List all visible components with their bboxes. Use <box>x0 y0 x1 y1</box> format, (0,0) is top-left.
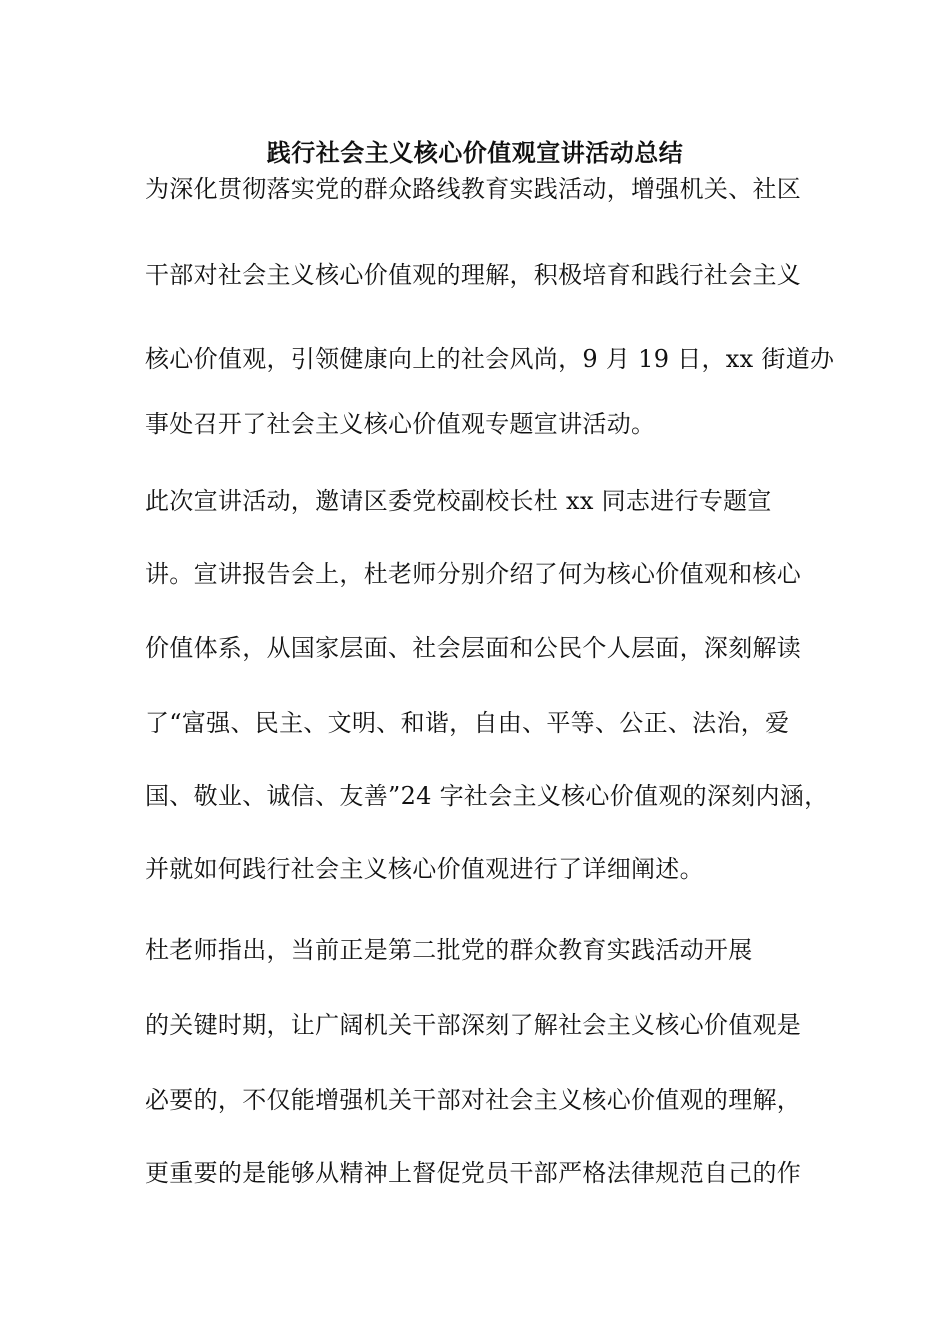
document-title: 践行社会主义核心价值观宣讲活动总结 <box>266 138 684 167</box>
text-line-3: 核心价值观，引领健康向上的社会风尚，9 月 19 日，xx 街道办 <box>145 345 835 373</box>
text-line-14: 更重要的是能够从精神上督促党员干部严格法律规范自己的作 <box>145 1159 802 1187</box>
text-line-9: 国、敬业、诚信、友善”24 字社会主义核心价值观的深刻内涵， <box>145 782 829 810</box>
text-line-1: 为深化贯彻落实党的群众路线教育实践活动，增强机关、社区 <box>145 175 802 203</box>
text-line-6: 讲。宣讲报告会上，杜老师分别介绍了何为核心价值观和核心 <box>145 560 802 588</box>
text-line-4: 事处召开了社会主义核心价值观专题宣讲活动。 <box>145 410 656 438</box>
text-line-13: 必要的，不仅能增强机关干部对社会主义核心价值观的理解， <box>145 1086 802 1114</box>
text-line-10: 并就如何践行社会主义核心价值观进行了详细阐述。 <box>145 855 704 883</box>
text-line-5: 此次宣讲活动，邀请区委党校副校长杜 xx 同志进行专题宣 <box>145 487 772 515</box>
text-line-11: 杜老师指出，当前正是第二批党的群众教育实践活动开展 <box>145 936 753 964</box>
text-line-12: 的关键时期，让广阔机关干部深刻了解社会主义核心价值观是 <box>145 1011 802 1039</box>
text-line-2: 干部对社会主义核心价值观的理解，积极培育和践行社会主义 <box>145 261 802 289</box>
text-line-7: 价值体系，从国家层面、社会层面和公民个人层面，深刻解读 <box>145 634 802 662</box>
text-line-8: 了“富强、民主、文明、和谐，自由、平等、公正、法治，爱 <box>145 709 790 737</box>
